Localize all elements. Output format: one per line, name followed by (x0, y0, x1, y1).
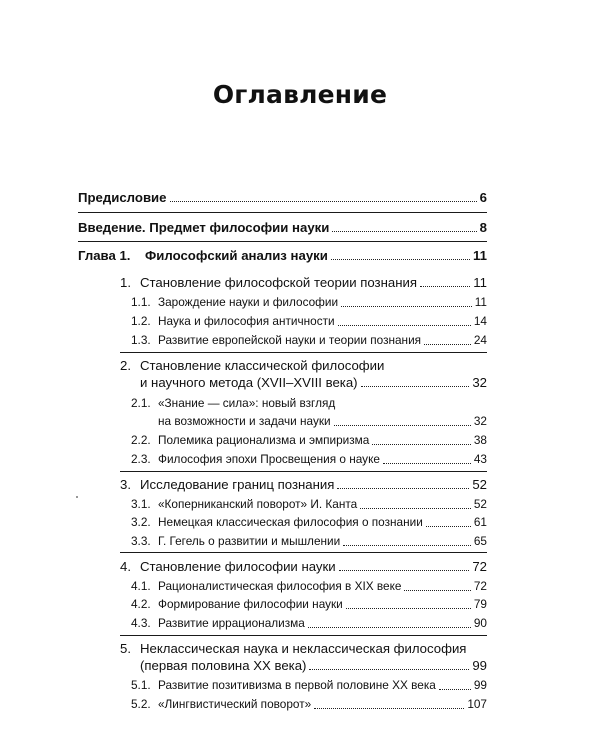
divider (78, 241, 487, 242)
toc-entry-number: 3.1. (131, 497, 151, 511)
dot-leader (426, 526, 471, 527)
toc-entry-page: 6 (479, 190, 487, 205)
dot-leader (439, 689, 471, 690)
toc-entry-number: 5.2. (131, 697, 151, 711)
toc-entry-subsection-1-3[interactable] (131, 333, 487, 348)
toc-entry-label: «Лингвистический поворот» (158, 697, 312, 711)
toc-entry-number: 4. (120, 559, 131, 574)
toc-entry-label: Наука и философия античности (158, 314, 335, 328)
dot-leader (339, 570, 470, 571)
toc-entry-label: Формирование философии науки (158, 597, 343, 611)
toc-entry-number: 4.3. (131, 616, 151, 630)
toc-entry-label: на возможности и задачи науки (158, 414, 331, 428)
toc-entry-page: 38 (473, 433, 487, 447)
page-title: Оглавление (212, 80, 388, 109)
toc-entry-page: 8 (479, 220, 487, 235)
toc-entry-subsection-3-1[interactable] (131, 497, 487, 512)
toc-entry-section-4[interactable] (120, 558, 487, 575)
toc-entry-number: 2. (120, 358, 131, 373)
toc-entry-subsection-2-2[interactable] (131, 433, 487, 448)
toc-entry-chapter-1[interactable] (78, 247, 487, 264)
toc-entry-page: 43 (473, 452, 487, 466)
paper-speck (76, 496, 78, 498)
toc-entry-page: 61 (473, 515, 487, 529)
toc-entry-number: 1.3. (131, 333, 151, 347)
toc-entry-label: Философия эпохи Просвещения о науке (158, 452, 380, 466)
toc-entry-label: Развитие иррационализма (158, 616, 305, 630)
toc-entry-subsection-3-3[interactable] (131, 534, 487, 549)
toc-entry-number: 4.2. (131, 597, 151, 611)
dot-leader (332, 231, 476, 232)
dot-leader (404, 590, 470, 591)
toc-entry-label: Развитие европейской науки и теории познания (158, 333, 422, 347)
toc-entry-page: 52 (473, 497, 487, 511)
dot-leader (420, 286, 470, 287)
toc-entry-subsection-2-3[interactable] (131, 452, 487, 467)
toc-entry-label: Становление философской теории познания (140, 275, 418, 290)
divider (120, 352, 487, 353)
dot-leader (334, 425, 471, 426)
toc-entry-page: 79 (473, 597, 487, 611)
toc-entry-subsection-5-2[interactable] (131, 697, 487, 712)
dot-leader (360, 508, 471, 509)
toc-entry-number: 3.2. (131, 515, 151, 529)
toc-entry-page: 11 (474, 295, 487, 309)
toc-entry-section-5[interactable] (120, 640, 487, 674)
toc-entry-label: Философский анализ науки (145, 248, 328, 263)
toc-entry-subsection-1-2[interactable] (131, 314, 487, 329)
toc-entry-number: 2.3. (131, 452, 151, 466)
toc-entry-page: 32 (473, 414, 487, 428)
toc-entry-page: 90 (473, 616, 487, 630)
toc-entry-number: 2.2. (131, 433, 151, 447)
toc-entry-label: Г. Гегель о развитии и мышлении (158, 534, 341, 548)
toc-entry-label: Неклассическая наука и неклассическая философия (140, 641, 467, 656)
toc-entry-number: 5. (120, 641, 131, 656)
toc-entry-subsection-4-2[interactable] (131, 597, 487, 612)
dot-leader (383, 463, 471, 464)
toc-entry-section-3[interactable] (120, 476, 487, 493)
toc-entry-subsection-3-2[interactable] (131, 515, 487, 530)
toc-entry-label: и научного метода (XVII–XVIII века) (140, 375, 358, 390)
dot-leader (314, 708, 464, 709)
toc-entry-page: 11 (473, 248, 487, 263)
toc-entry-number: 3. (120, 477, 131, 492)
divider (120, 471, 487, 472)
toc-entry-page: 11 (473, 275, 487, 290)
toc-entry-page: 24 (473, 333, 487, 347)
toc-entry-subsection-2-1[interactable] (131, 396, 487, 429)
toc-entry-label: Становление философии науки (140, 559, 336, 574)
toc-entry-label: (первая половина XX века) (140, 658, 307, 673)
toc-entry-number: Глава 1. (78, 248, 131, 263)
dot-leader (361, 386, 470, 387)
toc-entry-number: 5.1. (131, 678, 151, 692)
toc-entry-label: Предисловие (78, 190, 167, 205)
dot-leader (170, 201, 477, 202)
toc-entry-subsection-4-3[interactable] (131, 616, 487, 631)
dot-leader (346, 608, 471, 609)
toc-entry-label: Немецкая классическая философия о познании (158, 515, 423, 529)
toc-entry-label: Введение. Предмет философии науки (78, 220, 330, 235)
dot-leader (338, 325, 471, 326)
divider (120, 552, 487, 553)
toc-entry-number: 2.1. (131, 396, 151, 410)
toc-entry-number: 1.2. (131, 314, 151, 328)
toc-entry-page: 72 (472, 559, 487, 574)
dot-leader (341, 306, 472, 307)
dot-leader (337, 488, 469, 489)
dot-leader (308, 627, 471, 628)
toc-entry-section-1[interactable] (120, 274, 487, 291)
toc-entry-page: 14 (473, 314, 487, 328)
toc-entry-introduction[interactable] (78, 219, 487, 236)
toc-entry-page: 65 (473, 534, 487, 548)
toc-entry-label: Становление классической философии (140, 358, 385, 373)
dot-leader (343, 545, 471, 546)
dot-leader (424, 344, 471, 345)
toc-entry-subsection-5-1[interactable] (131, 678, 487, 693)
toc-entry-page: 72 (473, 579, 487, 593)
toc-entry-label: Полемика рационализма и эмпиризма (158, 433, 370, 447)
divider (120, 635, 487, 636)
toc-entry-subsection-4-1[interactable] (131, 579, 487, 594)
toc-entry-preface[interactable] (78, 189, 487, 206)
toc-entry-subsection-1-1[interactable] (131, 295, 487, 310)
toc-entry-label: Развитие позитивизма в первой половине XX века (158, 678, 436, 692)
toc-entry-section-2[interactable] (120, 357, 487, 391)
toc-entry-label: Исследование границ познания (140, 477, 335, 492)
dot-leader (331, 259, 470, 260)
toc-entry-page: 99 (472, 658, 487, 673)
dot-leader (309, 669, 469, 670)
toc-entry-label: «Коперниканский поворот» И. Канта (158, 497, 358, 511)
toc-entry-label: «Знание — сила»: новый взгляд (158, 396, 336, 410)
toc-entry-label: Рационалистическая философия в XIX веке (158, 579, 402, 593)
divider (78, 212, 487, 213)
dot-leader (372, 444, 471, 445)
toc-entry-number: 3.3. (131, 534, 151, 548)
toc-entry-number: 1.1. (131, 295, 151, 309)
toc-entry-page: 32 (472, 375, 487, 390)
toc-entry-label: Зарождение науки и философии (158, 295, 339, 309)
toc-entry-number: 1. (120, 275, 131, 290)
toc-entry-page: 52 (472, 477, 487, 492)
toc-entry-page: 107 (467, 697, 487, 711)
toc-entry-page: 99 (473, 678, 487, 692)
toc-entry-number: 4.1. (131, 579, 151, 593)
